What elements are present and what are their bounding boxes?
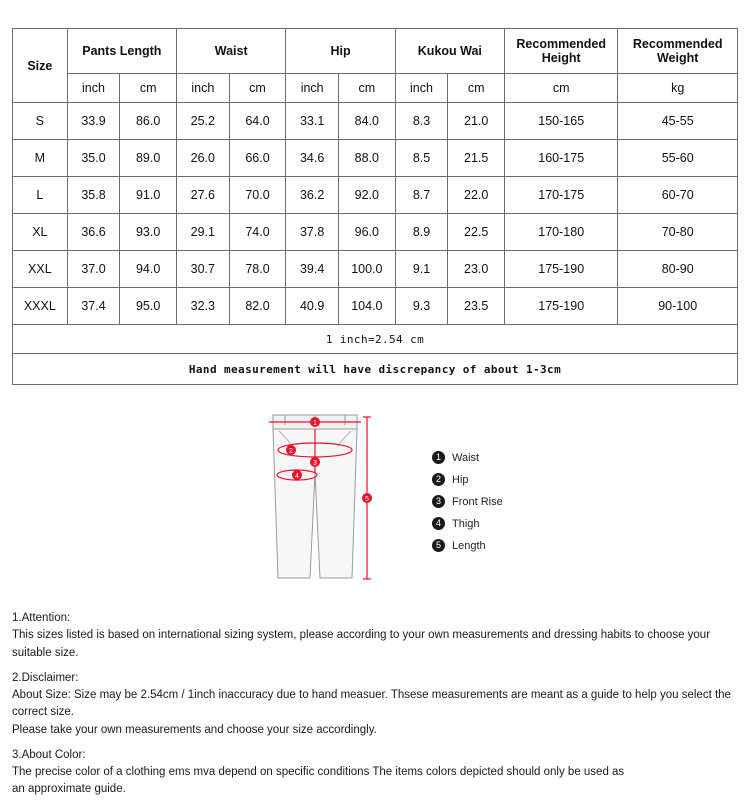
cell-value: 175-190 [505,288,618,325]
cell-value: 8.9 [395,214,448,251]
legend-number-icon: 5 [432,539,445,552]
cell-size: XXXL [13,288,68,325]
header-pants-length: Pants Length [67,29,176,74]
cell-value: 60-70 [618,177,738,214]
legend-item-length [432,539,632,552]
note-color-body-1: The precise color of a clothing ems mva depend on specific conditions The items colors depicted should only be used as [12,766,625,778]
cell-size: S [13,103,68,140]
footnote-discrepancy: Hand measurement will have discrepancy of about 1-3cm [13,354,738,385]
cell-value: 80-90 [618,251,738,288]
cell-value: 86.0 [120,103,177,140]
cell-value: 8.3 [395,103,448,140]
cell-value: 29.1 [177,214,230,251]
measurement-legend [432,451,632,561]
cell-value: 22.0 [448,177,505,214]
legend-number-icon: 1 [432,451,445,464]
note-disclaimer-body-2: Please take your own measurements and choose your size accordingly. [12,723,377,736]
cell-size: L [13,177,68,214]
legend-item-front-rise [432,495,632,508]
footer-notes [12,610,738,807]
legend-item-thigh [432,517,632,530]
note-color [12,747,738,799]
cell-value: 90-100 [618,288,738,325]
cell-size: M [13,140,68,177]
svg-text:3: 3 [313,460,317,467]
cell-value: 175-190 [505,251,618,288]
header-waist: Waist [177,29,286,74]
cell-value: 91.0 [120,177,177,214]
cell-value: 93.0 [120,214,177,251]
cell-value: 37.0 [67,251,120,288]
table-header-row-units [13,74,738,103]
cell-value: 100.0 [338,251,395,288]
cell-value: 78.0 [229,251,286,288]
size-chart-table [12,28,738,385]
cell-value: 27.6 [177,177,230,214]
unit-height-cm: cm [505,74,618,103]
unit-weight-kg: kg [618,74,738,103]
table-row [13,140,738,177]
cell-value: 160-175 [505,140,618,177]
svg-text:1: 1 [313,420,317,427]
note-disclaimer-body-1: About Size: Size may be 2.54cm / 1inch inaccuracy due to hand measuer. Thsese measurements are meant as a guide to help you select the correct size. [12,689,731,719]
cell-value: 22.5 [448,214,505,251]
cell-value: 34.6 [286,140,339,177]
footnote-conversion: 1 inch=2.54 cm [13,325,738,354]
cell-value: 92.0 [338,177,395,214]
size-chart-container [0,0,750,385]
svg-text:2: 2 [289,448,293,455]
note-attention [12,610,738,662]
header-size: Size [13,29,68,103]
cell-value: 21.5 [448,140,505,177]
legend-label: Thigh [452,517,480,530]
cell-value: 37.4 [67,288,120,325]
legend-item-hip [432,473,632,486]
cell-value: 89.0 [120,140,177,177]
cell-value: 36.2 [286,177,339,214]
note-attention-title: 1.Attention: [12,612,71,624]
cell-value: 150-165 [505,103,618,140]
legend-label: Front Rise [452,495,503,508]
cell-value: 25.2 [177,103,230,140]
cell-value: 23.5 [448,288,505,325]
note-disclaimer [12,670,738,739]
cell-value: 35.0 [67,140,120,177]
cell-value: 26.0 [177,140,230,177]
cell-value: 8.5 [395,140,448,177]
note-disclaimer-title: 2.Disclaimer: [12,671,79,684]
legend-label: Length [452,539,486,552]
cell-value: 37.8 [286,214,339,251]
cell-size: XXL [13,251,68,288]
note-color-title: 3.About Color: [12,748,86,761]
cell-value: 66.0 [229,140,286,177]
legend-label: Waist [452,451,480,464]
cell-value: 9.3 [395,288,448,325]
note-attention-body: This sizes listed is based on international sizing system, please according to your own measurements and dressing habits to choose your suitable size. [12,629,711,659]
table-header-row-groups [13,29,738,74]
cell-value: 30.7 [177,251,230,288]
unit-waist-inch: inch [177,74,230,103]
unit-waist-cm: cm [229,74,286,103]
unit-hip-cm: cm [338,74,395,103]
cell-value: 9.1 [395,251,448,288]
cell-value: 94.0 [120,251,177,288]
cell-value: 96.0 [338,214,395,251]
header-recommended-height: Recommended Height [505,29,618,74]
cell-value: 40.9 [286,288,339,325]
legend-number-icon: 2 [432,473,445,486]
legend-label: Hip [452,473,469,486]
cell-value: 64.0 [229,103,286,140]
table-row [13,288,738,325]
cell-value: 82.0 [229,288,286,325]
table-row [13,177,738,214]
cell-value: 95.0 [120,288,177,325]
cell-value: 23.0 [448,251,505,288]
unit-kukou-wai-cm: cm [448,74,505,103]
table-row [13,214,738,251]
cell-value: 104.0 [338,288,395,325]
cell-value: 55-60 [618,140,738,177]
cell-value: 170-175 [505,177,618,214]
svg-text:4: 4 [295,473,299,480]
header-recommended-weight: Recommended Weight [618,29,738,74]
cell-value: 88.0 [338,140,395,177]
cell-value: 170-180 [505,214,618,251]
cell-value: 33.1 [286,103,339,140]
cell-value: 32.3 [177,288,230,325]
legend-item-waist [432,451,632,464]
table-row [13,103,738,140]
note-color-body-2: an approximate guide. [12,783,126,796]
table-footnote-row [13,325,738,354]
cell-value: 70.0 [229,177,286,214]
cell-value: 70-80 [618,214,738,251]
cell-size: XL [13,214,68,251]
cell-value: 39.4 [286,251,339,288]
cell-value: 8.7 [395,177,448,214]
unit-pants-length-inch: inch [67,74,120,103]
table-footnote-row [13,354,738,385]
cell-value: 74.0 [229,214,286,251]
svg-text:5: 5 [365,496,369,503]
legend-number-icon: 4 [432,517,445,530]
unit-hip-inch: inch [286,74,339,103]
cell-value: 21.0 [448,103,505,140]
cell-value: 35.8 [67,177,120,214]
cell-value: 33.9 [67,103,120,140]
header-kukou-wai: Kukou Wai [395,29,504,74]
header-hip: Hip [286,29,395,74]
pants-diagram-icon [255,403,375,588]
cell-value: 84.0 [338,103,395,140]
cell-value: 36.6 [67,214,120,251]
legend-number-icon: 3 [432,495,445,508]
cell-value: 45-55 [618,103,738,140]
unit-kukou-wai-inch: inch [395,74,448,103]
unit-pants-length-cm: cm [120,74,177,103]
measurement-diagram-section [0,399,750,599]
table-row [13,251,738,288]
